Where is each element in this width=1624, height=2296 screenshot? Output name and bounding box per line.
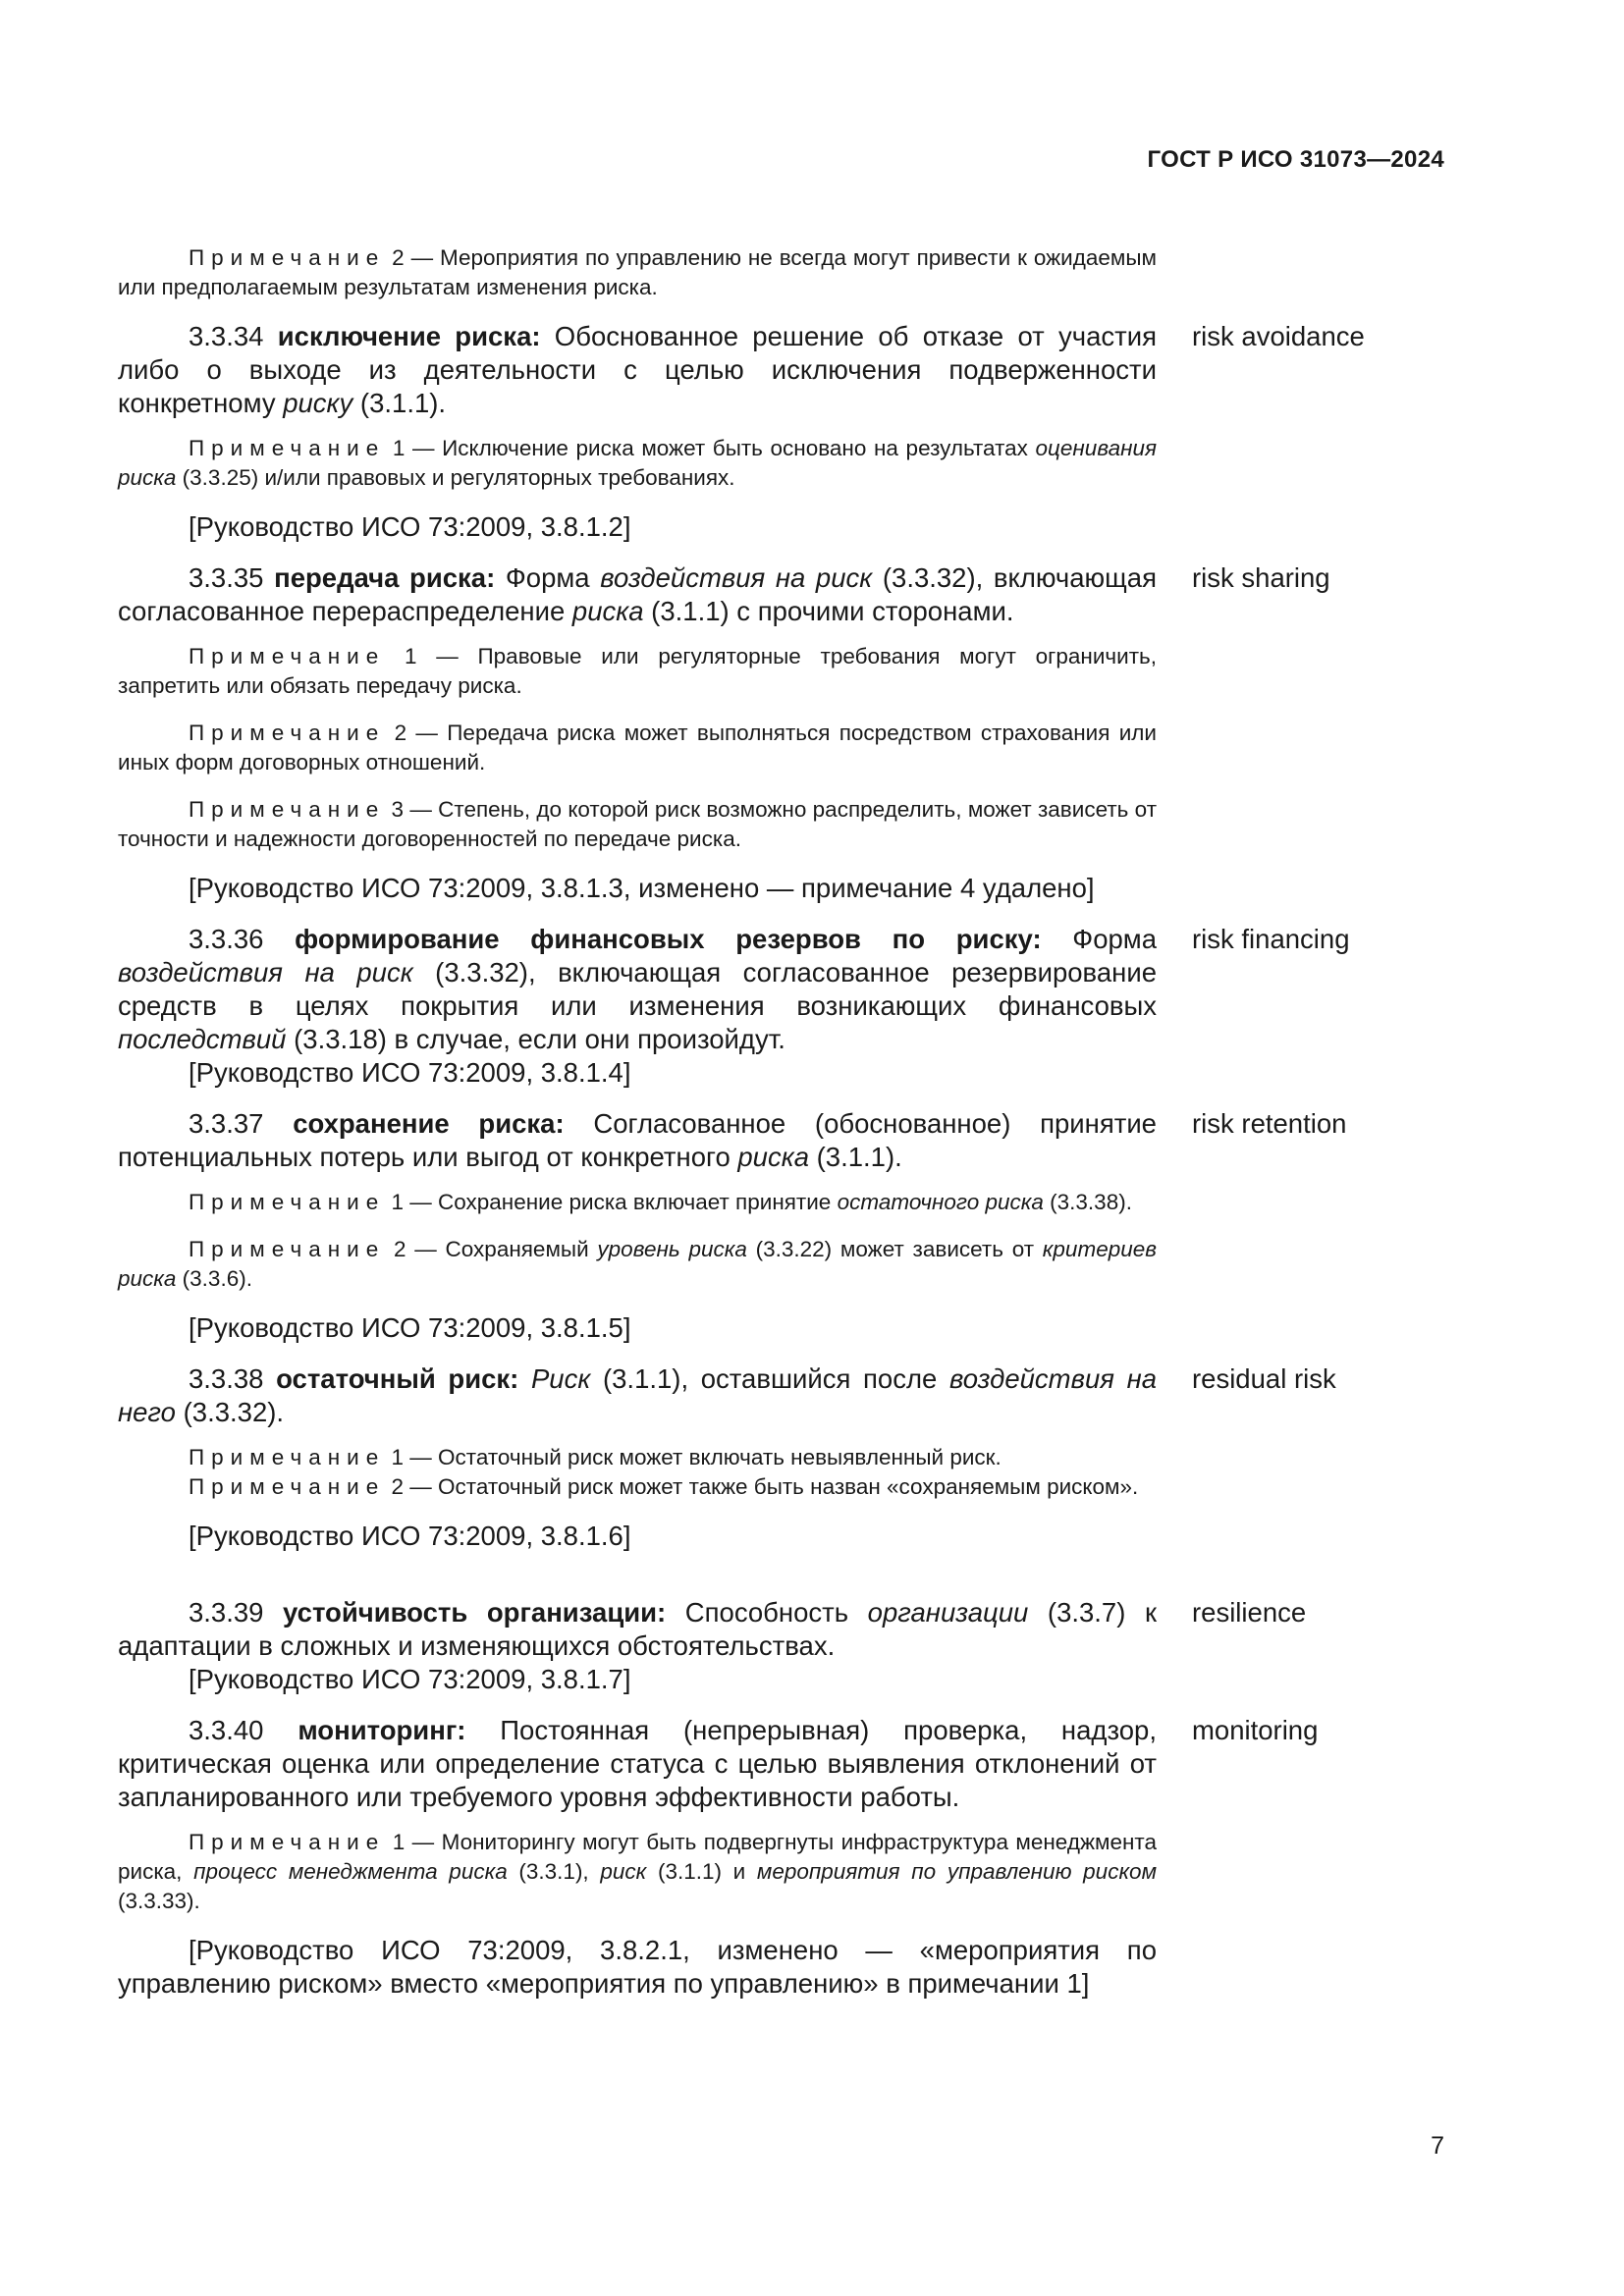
source-reference: [Руководство ИСО 73:2009, 3.8.1.3, изменено — примечание 4 удалено] [189, 873, 1095, 903]
note: Примечание 2 — Остаточный риск может также быть назван «сохраняемым риском». [189, 1474, 1139, 1499]
term-name: формирование финансовых резервов по риску: [295, 924, 1042, 954]
english-term: monitoring [1192, 1715, 1319, 1745]
source-reference: [Руководство ИСО 73:2009, 3.8.1.7] [189, 1664, 631, 1694]
source-reference: [Руководство ИСО 73:2009, 3.8.1.6] [189, 1521, 631, 1551]
note: Примечание 1 — Правовые или регуляторные требования могут ограничить, запретить или обязать передачу риска. [118, 644, 1157, 698]
page-number: 7 [1431, 2132, 1444, 2160]
note: Примечание 2 — Передача риска может выполняться посредством страхования или иных форм договорных отношений. [118, 721, 1157, 774]
english-term: risk sharing [1192, 562, 1330, 593]
term-definition: 3.3.36 формирование финансовых резервов по риску: Форма воздействия на риск (3.3.32), включающая согласованное резервирование средств в целях покрытия или изменения возникающих финансовых последствий (3.3.18) в случае, если они произойдут. [118, 924, 1157, 1054]
term-name: сохранение риска: [293, 1108, 565, 1139]
english-term: risk financing [1192, 924, 1350, 954]
note: Примечание 3 — Степень, до которой риск возможно распределить, может зависеть от точности и надежности договоренностей по передаче риска. [118, 797, 1157, 851]
note: Примечание 2 — Мероприятия по управлению не всегда могут привести к ожидаемым или предполагаемым результатам изменения риска. [118, 245, 1157, 299]
note: Примечание 1 — Сохранение риска включает принятие остаточного риска (3.3.38). [189, 1190, 1132, 1214]
term-definition: 3.3.39 устойчивость организации: Способность организации (3.3.7) к адаптации в сложных и изменяющихся обстоятельствах. [118, 1597, 1157, 1661]
document-code: ГОСТ Р ИСО 31073—2024 [1147, 146, 1444, 173]
term-definition: 3.3.37 сохранение риска: Согласованное (обоснованное) принятие потенциальных потерь или выгод от конкретного риска (3.1.1). [118, 1108, 1157, 1172]
term-name: устойчивость организации: [283, 1597, 667, 1628]
english-term: risk avoidance [1192, 321, 1365, 351]
term-definition: 3.3.34 исключение риска: Обоснованное решение об отказе от участия либо о выходе из деятельности с целью исключения подверженности конкретному риску (3.1.1). [118, 321, 1158, 418]
english-term: resilience [1192, 1597, 1307, 1628]
term-entry-3-3-38 [118, 1362, 1506, 1429]
source-reference: [Руководство ИСО 73:2009, 3.8.1.5] [189, 1312, 631, 1343]
note: Примечание 1 — Исключение риска может быть основано на результатах оценивания риска (3.3.25) и/или правовых и регуляторных требованиях. [118, 436, 1157, 490]
note: Примечание 1 — Мониторингу могут быть подвергнуты инфраструктура менеджмента риска, процесс менеджмента риска (3.3.1), риск (3.1.1) и мероприятия по управлению риском (3.3.33). [118, 1830, 1157, 1913]
note: Примечание 2 — Сохраняемый уровень риска (3.3.22) может зависеть от критериев риска (3.3.6). [118, 1237, 1157, 1291]
term-name: остаточный риск: [276, 1363, 519, 1394]
source-reference: [Руководство ИСО 73:2009, 3.8.2.1, изменено — «мероприятия по управлению риском» вместо «мероприятия по управлению» в примечании 1] [118, 1935, 1157, 1999]
english-term: residual risk [1192, 1363, 1336, 1394]
term-definition: 3.3.38 остаточный риск: Риск (3.1.1), оставшийся после воздействия на него (3.3.32). [118, 1363, 1157, 1427]
term-name: передача риска: [274, 562, 496, 593]
document-body [118, 243, 1506, 2001]
term-definition: 3.3.40 мониторинг: Постоянная (непрерывная) проверка, надзор, критическая оценка или определение статуса с целью выявления отклонений от запланированного или требуемого уровня эффективности работы. [118, 1715, 1157, 1812]
term-entry-3-3-35 [118, 561, 1506, 628]
term-definition: 3.3.35 передача риска: Форма воздействия на риск (3.3.32), включающая согласованное перераспределение риска (3.1.1) с прочими сторонами. [118, 562, 1157, 626]
term-entry-3-3-37 [118, 1107, 1506, 1174]
english-term: risk retention [1192, 1108, 1347, 1139]
term-entry-3-3-39 [118, 1596, 1506, 1696]
term-entry-3-3-34 [118, 320, 1506, 420]
source-reference: [Руководство ИСО 73:2009, 3.8.1.4] [189, 1057, 631, 1088]
term-entry-3-3-40 [118, 1714, 1506, 1814]
note: Примечание 1 — Остаточный риск может включать невыявленный риск. [189, 1445, 1001, 1469]
term-name: мониторинг: [298, 1715, 466, 1745]
source-reference: [Руководство ИСО 73:2009, 3.8.1.2] [189, 511, 631, 542]
term-entry-3-3-36 [118, 923, 1506, 1090]
term-name: исключение риска: [277, 321, 541, 351]
